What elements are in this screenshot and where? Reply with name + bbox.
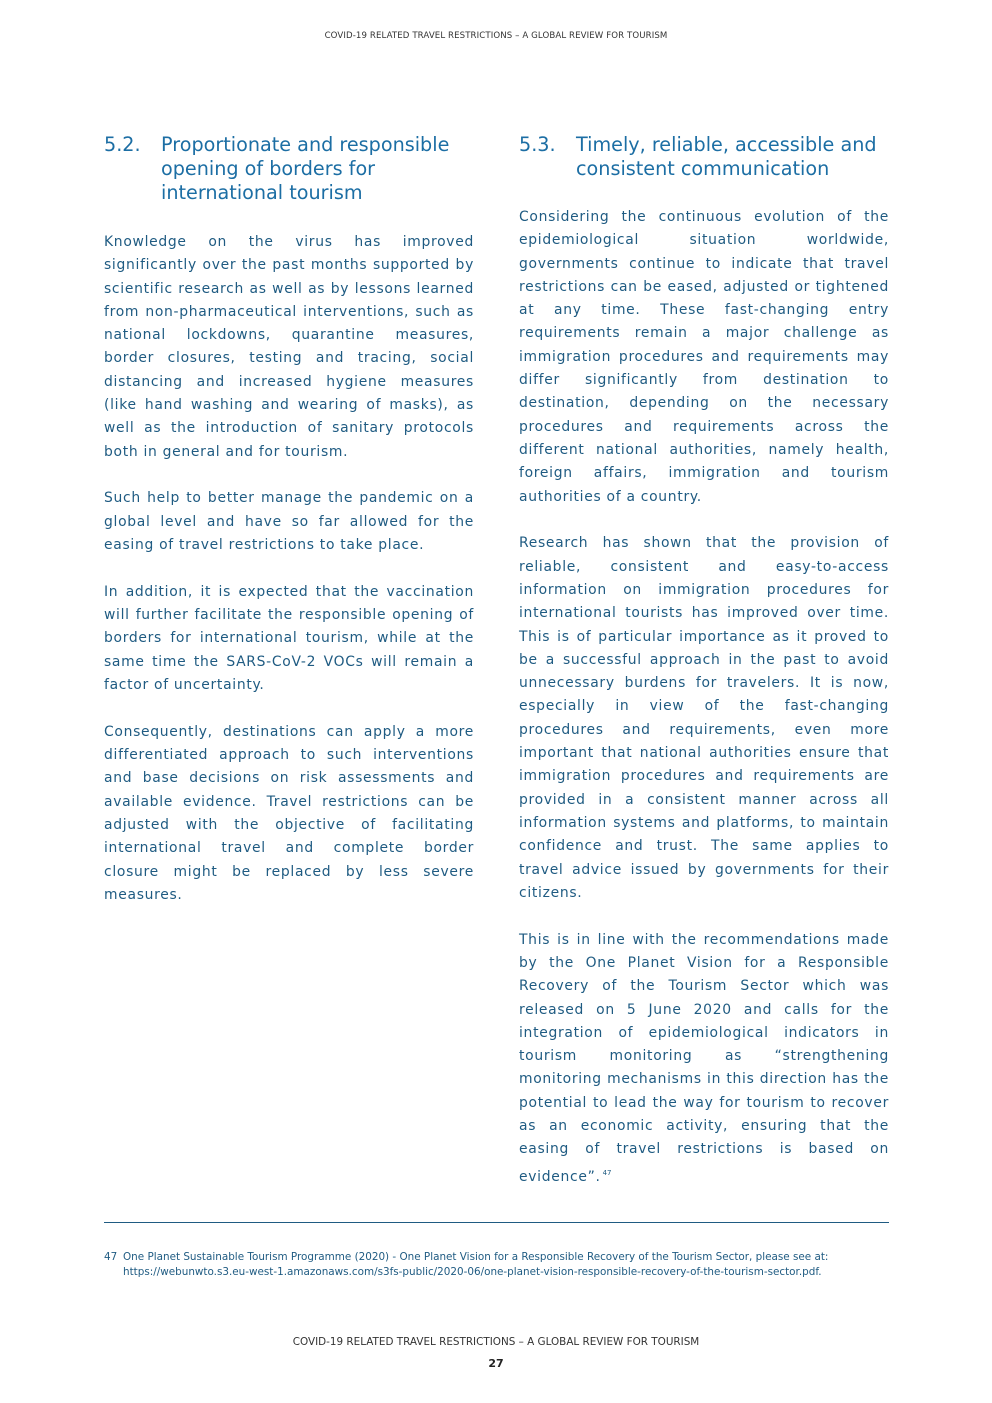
footnote-divider	[104, 1222, 889, 1223]
page-number: 27	[488, 1357, 504, 1370]
section-5-3	[519, 133, 889, 1212]
running-header: COVID-19 RELATED TRAVEL RESTRICTIONS – A GLOBAL REVIEW FOR TOURISM	[324, 31, 668, 41]
body-paragraph: Knowledge on the virus has improved significantly over the past months supported by scientific research as well as by lessons learned from non-pharmaceutical interventions, such as national lockdowns, quarantine measures, border closures, testing and tracing, social distancing and increased hygiene measures (like hand washing and wearing of masks), as well as the introduction of sanitary protocols both in general and for tourism.	[104, 234, 474, 460]
footnote-text: One Planet Sustainable Tourism Programme (2020) - One Planet Vision for a Responsible Recovery of the Tourism Sector, please see at: https://webunwto.s3.eu-west-1.amazonaws.com/s3fs-public/2020-06/one-planet-vision-responsible-recovery-of-the-tourism-sector.pdf.	[123, 1251, 829, 1278]
section-5-2	[104, 133, 474, 931]
section-number: 5.2.	[104, 133, 141, 156]
body-paragraph: In addition, it is expected that the vaccination will further facilitate the responsible opening of borders for international tourism, while at the same time the SARS-CoV-2 VOCs will remain a factor of uncertainty.	[104, 583, 474, 694]
body-paragraph: Research has shown that the provision of reliable, consistent and easy-to-access information on immigration procedures for international tourists has improved over time. This is of particular importance as it proved to be a successful approach in the past to avoid unnecessary burdens for travelers. It is now, especially in view of the fast-changing procedures and requirements, even more important that national authorities ensure that immigration procedures and requirements are provided in a consistent manner across all information systems and platforms, to maintain confidence and trust. The same applies to travel advice issued by governments for their citizens.	[519, 535, 889, 901]
body-paragraph: Considering the continuous evolution of the epidemiological situation worldwide, governments continue to indicate that travel restrictions can be eased, adjusted or tightened at any time. These fast-changing entry requirements remain a major challenge as immigration procedures and requirements may differ significantly from destination to destination, depending on the necessary procedures and requirements across the different national authorities, namely health, foreign affairs, immigration and tourism authorities of a country.	[519, 209, 889, 505]
body-paragraph: Consequently, destinations can apply a more differentiated approach to such interventions and base decisions on risk assessments and available evidence. Travel restrictions can be adjusted with the objective of facilitating international travel and complete border closure might be replaced by less severe measures.	[104, 723, 474, 903]
body-paragraph: Such help to better manage the pandemic on a global level and have so far allowed for the easing of travel restrictions to take place.	[104, 490, 474, 554]
section-heading	[519, 133, 889, 181]
footnote-number: 47	[104, 1251, 118, 1263]
footnote	[104, 1250, 889, 1280]
section-title: Proportionate and responsible opening of borders for international tourism	[161, 133, 450, 204]
footnote-reference[interactable]: 47	[602, 1168, 612, 1177]
section-number: 5.3.	[519, 133, 556, 156]
body-paragraph	[519, 929, 889, 1189]
running-footer: COVID-19 RELATED TRAVEL RESTRICTIONS – A GLOBAL REVIEW FOR TOURISM	[292, 1336, 700, 1348]
section-title: Timely, reliable, accessible and consistent communication	[576, 133, 877, 180]
paragraph-text: This is in line with the recommendations made by the One Planet Vision for a Responsible Recovery of the Tourism Sector which was released on 5 June 2020 and calls for the integration of epidemiological indicators in tourism monitoring as “strengthening monitoring mechanisms in this direction has the potential to lead the way for tourism to recover as an economic activity, ensuring that the easing of travel restrictions is based on evidence”.	[519, 931, 889, 1185]
section-heading	[104, 133, 474, 205]
